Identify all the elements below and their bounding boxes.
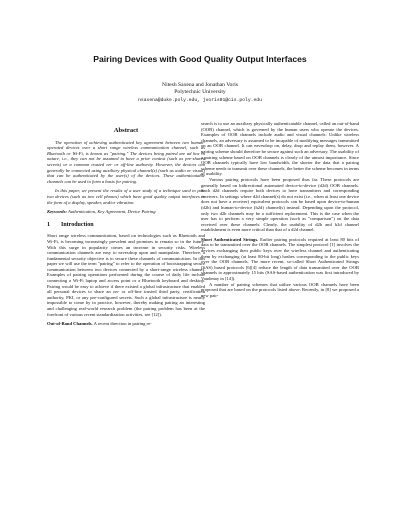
keywords-text: Authentication, Key Agreement, Device Pairing — [67, 209, 156, 215]
sas-lead: Short Authenticated Strings. — [201, 236, 259, 242]
abstract-paragraph-2: In this paper, we present the results of a user study of a technique used to pair two devices (such as two cell phones) which have good quality output interfaces in the form of a display, speaker, and/or vibration. — [47, 188, 205, 205]
author-block — [0, 82, 400, 104]
author-emails: nsaxena@duke.poly.edu, jvoris01@cis.poly.edu — [138, 97, 262, 103]
keywords-line — [47, 209, 205, 215]
right-paragraph-1: search is to use an auxiliary physically authenticatable channel, called an out-of-band (OOB) channel, which is governed by the human users who operate the devices. Examples of OOB channels include audio and visual channels. Unlike wireless channels, an adversary is assumed to be incapable of modifying messages transmitted on an OOB channel. It can eavesdrop on, delay, drop and replay them, however. A pairing scheme should therefore be secure against such an adversary. The usability of a pairing scheme based on OOB channels is clearly of the utmost importance. Since OOB channels typically have low bandwidth, the shorter the data that a pairing scheme needs to transmit over these channels, the better the scheme becomes in terms of usability. — [201, 121, 359, 177]
abstract-heading: Abstract — [113, 127, 139, 134]
section-heading-introduction — [47, 223, 205, 229]
section-number: 1 — [47, 221, 50, 228]
oob-text: A recent direction in pairing re- — [93, 321, 152, 327]
oob-paragraph-start — [47, 321, 205, 327]
paper-title: Pairing Devices with Good Quality Output Interfaces — [93, 54, 307, 64]
sas-paragraph — [201, 237, 359, 282]
keywords-label: Keywords: — [47, 209, 67, 215]
sas-text: Earlier pairing protocols required at least 80 bits of data to be transmitted over the OOB channels. The simplest protocol [1] involves the devices exchanging their public keys over the wireless channel and authenticating them by exchanging (at least 80-bit long) hashes corresponding to the public keys over the OOB channels. The more recent, so-called Short Authenticated Strings (SAS) based protocols [6][4] reduce the length of data transmitted over the OOB channels to approximately 15 bits (SAS-based authentication was first introduced by Vaudenay in [14]). — [201, 236, 359, 282]
right-column — [201, 121, 359, 298]
abstract-paragraph-1: The operation of achieving authenticated key agreement between two human-operated devices over a short range wireless communication channel, such as Bluetooth or Wi-Fi, is known as "pairing." The devices being paired are ad hoc in nature, i.e., they can not be assumed to have a prior context (such as pre-shared secrets) or a common trusted on- or off-line authority. However, the devices can generally be connected using auxiliary physical channel(s) (such as audio or visual) that can be authenticated by the user(s) of the devices. These authenticatable channels can be used to form a basis for pairing. — [47, 139, 205, 184]
intro-paragraph-1: Short range wireless communication, based on technologies such as Bluetooth and Wi-Fi, is becoming increasingly prevalent and promises to remain so in the future. With this surge in popularity comes an increase in security risks. Wireless communication channels are easy to eavesdrop upon and manipulate. Therefore, a fundamental security objective is to secure these channels of communication. In this paper we will use the term "pairing" to refer to the operation of bootstrapping secure communication between two devices connected by a short-range wireless channel. Examples of pairing operations performed during the course of daily life include connecting a Wi-Fi laptop and access point or a Bluetooth keyboard and desktop. Pairing would be easy to achieve if there existed a global infrastructure that enabled all personal devices to share an on- or off-line trusted third party, certification authority, PKI, or any pre-configured secrets. Such a global infrastructure is nearly impossible to come by in practice, however, thereby making pairing an interesting and challenging real-world research problem (the pairing problem has been at the forefront of various recent standardization activities, see [12]). — [47, 233, 205, 317]
right-paragraph-3: A number of pairing schemes that utilize various OOB channels have been proposed that are based on the protocols listed above. Recently, in [8] we proposed a new pair- — [201, 281, 359, 298]
oob-lead: Out-of-Band Channels. — [47, 321, 93, 327]
right-paragraph-2: Various pairing protocols have been proposed thus far. These protocols are generally based on bidirectional automated device-to-device (d2d) OOB channels. Such d2d channels require both devices to have transmitters and corresponding receivers. In settings where d2d channel(s) do not exist (i.e., when at least one device does not have a receiver) equivalent protocols can be based upon device-to-human (d2h) and human-to-device (h2d) channel(s) instead. Depending upon the protocol, only two d2h channels may be a sufficient replacement. This is the case when the user has to perform a very simple operation (such as "comparison") on the data received over these channels. Clearly, the usability of d2h and h2d channel establishment is even more critical than that of a d2d channel. — [201, 176, 359, 233]
left-column — [47, 124, 205, 327]
author-names: Nitesh Saxena and Jonathan Voris — [162, 82, 238, 88]
author-affiliation: Polytechnic University — [174, 89, 226, 96]
section-title: Introduction — [61, 221, 94, 228]
